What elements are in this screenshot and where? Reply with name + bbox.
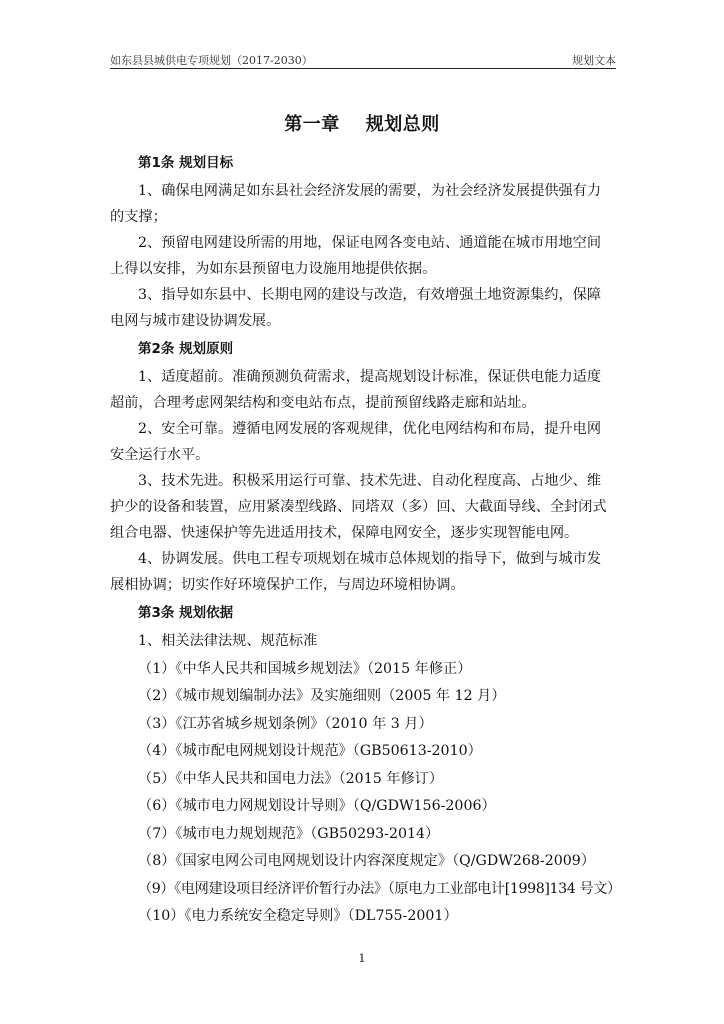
page-number: 1 [358,952,366,965]
text-line: 4、协调发展。供电工程专项规划在城市总体规划的指导下，做到与城市发 [138,551,602,567]
paragraph [110,230,615,282]
text-line: 2、预留电网建设所需的用地，保证电网各变电站、通道能在城市用地空间 [138,235,602,251]
page-header [110,50,616,69]
text-line: 护少的设备和装置，应用紧凑型线路、同塔双（多）回、大截面导线、全封闭式 [110,499,607,515]
text-line: 展相协调；切实作好环境保护工作，与周边环境相协调。 [110,577,465,593]
law-item: （4）《城市配电网规划设计规范》（GB50613-2010） [138,743,482,759]
law-item: （6）《城市电力网规划设计导则》（Q/GDW156-2006） [138,798,496,814]
text-line: 3、指导如东县中、长期电网的建设与改造，有效增强土地资源集约，保障 [138,287,602,303]
law-item: （10）《电力系统安全稳定导则》（DL755-2001） [138,908,458,924]
text-line: 3、技术先进。积极采用运行可靠、技术先进、自动化程度高、占地少、维 [138,473,602,489]
chapter-number: 第一章 [284,114,340,135]
paragraph [110,468,615,546]
document-body [110,148,621,931]
law-item: （2）《城市规划编制办法》及实施细则（2005 年 12 月） [138,688,506,704]
law-item: （9）《电网建设项目经济评价暂行办法》（原电力工业部电计[1998]134 号文） [138,880,621,897]
subheading: 1、相关法律法规、规范标准 [138,633,318,649]
law-item: （8）《国家电网公司电网规划设计内容深度规定》（Q/GDW268-2009） [138,853,596,869]
article-heading: 第3条 规划依据 [138,605,234,621]
document-title: 如东县县城供电专项规划（2017-2030） [110,54,313,67]
law-item: （3）《江苏省城乡规划条例》（2010 年 3 月） [138,715,433,732]
text-line: 2、安全可靠。遵循电网发展的客观规律，优化电网结构和布局，提升电网 [138,421,602,437]
paragraph [110,416,615,468]
text-line: 的支撑； [110,209,167,225]
paragraph [110,178,615,230]
document-type: 规划文本 [572,54,616,67]
chapter-title: 规划总则 [365,114,440,135]
paragraph [110,282,615,334]
text-line: 安全运行水平。 [110,447,210,463]
law-item: （7）《城市电力规划规范》（GB50293-2014） [138,825,440,842]
law-item: （5）《中华人民共和国电力法》（2015 年修订） [138,770,444,787]
text-line: 上得以安排，为如东县预留电力设施用地提供依据。 [110,261,437,277]
chapter-heading [0,110,724,136]
text-line: 组合电器、快速保护等先进适用技术，保障电网安全，逐步实现智能电网。 [110,525,579,541]
article-heading: 第1条 规划目标 [138,155,234,171]
law-item: （1）《中华人民共和国城乡规划法》（2015 年修正） [138,660,472,677]
article-heading: 第2条 规划原则 [138,341,234,357]
text-line: 1、适度超前。准确预测负荷需求，提高规划设计标准，保证供电能力适度 [138,369,602,385]
text-line: 超前，合理考虑网架结构和变电站布点，提前预留线路走廊和站址。 [110,395,536,411]
paragraph [110,546,615,598]
text-line: 1、确保电网满足如东县社会经济发展的需要，为社会经济发展提供强有力 [138,183,602,199]
paragraph [110,364,615,416]
text-line: 电网与城市建设协调发展。 [110,313,281,329]
